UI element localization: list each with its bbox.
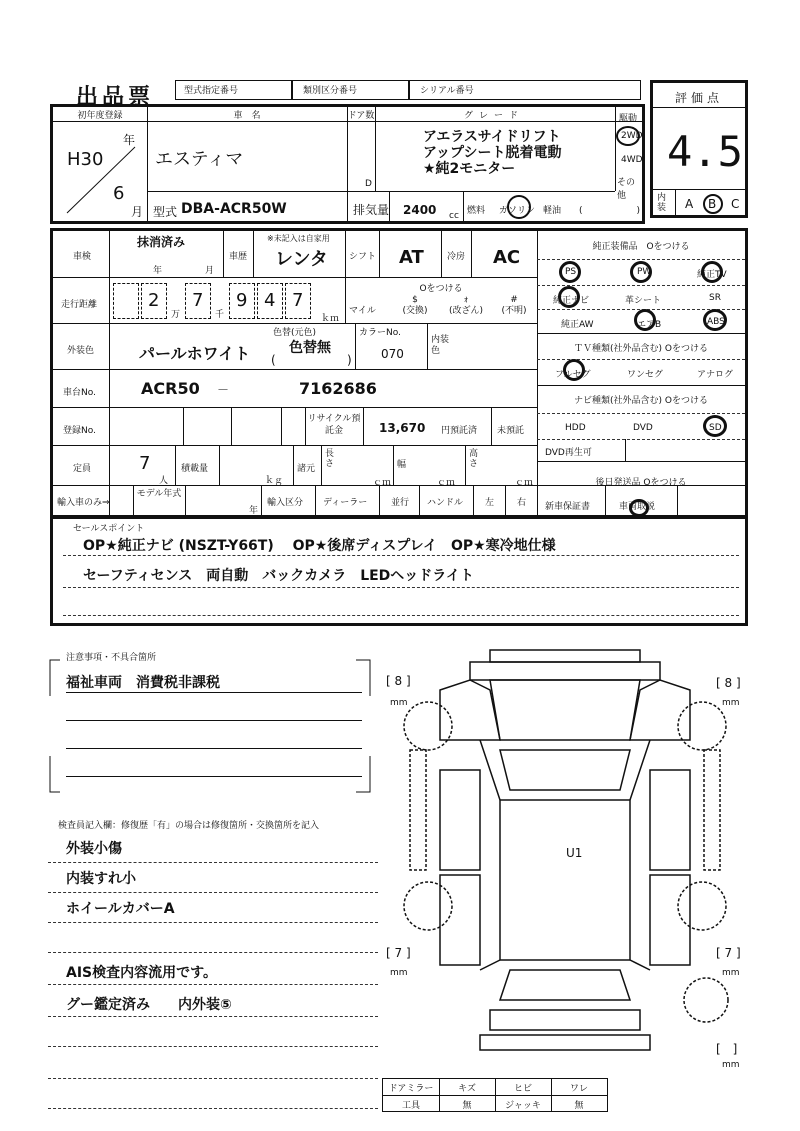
inspection-month-unit: 月 bbox=[205, 266, 215, 276]
interior-label: 内装 bbox=[657, 193, 667, 213]
tread-rr-value: 7 bbox=[724, 946, 733, 960]
sharp-mark: # bbox=[510, 295, 518, 305]
inspector-line-3: ホイールカバーA bbox=[66, 901, 175, 917]
sales-block bbox=[50, 516, 748, 626]
equip-airbag: エアB bbox=[637, 320, 662, 330]
tv-label: ＴＶ種類(社外品含む) Oをつける bbox=[574, 344, 708, 354]
chassis-model: ACR50 bbox=[141, 379, 200, 398]
month-label: 月 bbox=[131, 205, 144, 219]
unknown-label: (不明) bbox=[501, 306, 527, 316]
equip-pw-circle bbox=[630, 261, 652, 283]
interior-color-label: 内装色 bbox=[431, 335, 450, 356]
first-reg-month: 6 bbox=[113, 183, 125, 204]
tread-fr-value: 8 bbox=[724, 676, 733, 690]
mileage-digit-3: 9 bbox=[236, 290, 248, 311]
manual-circle bbox=[629, 499, 649, 517]
handle-label: ハンドル bbox=[427, 498, 464, 508]
width-unit: ｃｍ bbox=[437, 478, 456, 488]
length-label: 長さ bbox=[325, 449, 335, 469]
legend-cell-4: 無 bbox=[574, 1101, 584, 1111]
history-label: 車歴 bbox=[229, 252, 248, 262]
doors-value: D bbox=[365, 179, 372, 189]
top-block bbox=[50, 104, 645, 224]
equip-pw: PW bbox=[637, 267, 652, 277]
tv-analog: アナログ bbox=[697, 370, 734, 380]
legend-cell-2: 無 bbox=[462, 1101, 472, 1111]
car-name: エスティマ bbox=[155, 149, 244, 170]
tread-fl-unit: mm bbox=[390, 698, 408, 708]
tread-fl: [ 8 ] bbox=[386, 674, 411, 688]
navi-hdd: HDD bbox=[565, 423, 586, 433]
fuel-label: 燃料 bbox=[467, 206, 486, 216]
capacity-label: 定員 bbox=[73, 464, 92, 474]
navi-label: ナビ種類(社外品含む) Oをつける bbox=[574, 396, 708, 406]
inspector-line-1: 外装小傷 bbox=[66, 841, 122, 857]
import-dealer: ディーラー bbox=[323, 498, 368, 508]
height-label: 高さ bbox=[469, 449, 479, 469]
tread-fr: [ 8 ] bbox=[716, 676, 741, 690]
chassis-label: 車台No. bbox=[63, 388, 96, 398]
handle-left: 左 bbox=[485, 498, 495, 508]
interior-grade-c: C bbox=[731, 197, 740, 211]
fuel-diesel: 軽油 bbox=[543, 206, 562, 216]
tread-rl-unit: mm bbox=[390, 968, 408, 978]
width-label: 幅 bbox=[397, 460, 407, 470]
mileage-digit-5: 7 bbox=[292, 290, 304, 311]
chassis-dash: － bbox=[217, 383, 230, 397]
recycle-value: 13,670 bbox=[379, 421, 426, 435]
length-unit: ｃｍ bbox=[373, 478, 392, 488]
mile-label: マイル bbox=[349, 306, 376, 316]
color-label: 外装色 bbox=[67, 346, 95, 356]
first-reg-year: H30 bbox=[67, 149, 104, 170]
car-name-label: 車 名 bbox=[233, 111, 261, 121]
modified-label: (改ざん) bbox=[448, 306, 484, 316]
equip-navi-circle bbox=[558, 286, 580, 308]
mileage-label: 走行距離 bbox=[61, 300, 98, 310]
middle-block bbox=[50, 228, 748, 518]
equip-aw: 純正AW bbox=[561, 320, 594, 330]
class-no-label: 類別区分番号 bbox=[303, 86, 358, 96]
chassis-number: 7162686 bbox=[299, 379, 377, 398]
dims-label: 諸元 bbox=[297, 464, 316, 474]
model-value: DBA-ACR50W bbox=[181, 201, 287, 217]
displacement-label: 排気量 bbox=[353, 203, 390, 217]
equip-label: 純正装備品 Oをつける bbox=[592, 242, 690, 252]
reg-label: 登録No. bbox=[63, 426, 96, 436]
mileage-digit-4: 4 bbox=[264, 290, 276, 311]
height-unit: ｃｍ bbox=[515, 478, 534, 488]
mileage-digit-2: 7 bbox=[192, 290, 204, 311]
serial-box bbox=[409, 80, 641, 100]
tv-oneseg: ワンセグ bbox=[627, 370, 664, 380]
exchange-label: (交換) bbox=[402, 306, 428, 316]
navi-sd-circle bbox=[703, 415, 727, 437]
inspector-line-5: AIS検査内容流用です。 bbox=[66, 965, 218, 981]
import-parallel: 並行 bbox=[391, 498, 410, 508]
equip-leather: 革シート bbox=[625, 296, 662, 306]
grade-line-2: アップシート脱着電動 bbox=[423, 145, 562, 161]
equip-airbag-circle bbox=[634, 309, 656, 331]
ac-value: AC bbox=[493, 247, 521, 268]
inspector-label: 検査員記入欄：修復歴「有」の場合は修復箇所・交換箇所を記入 bbox=[58, 821, 320, 831]
recolor-value: 色替無 bbox=[289, 340, 331, 356]
serial-label: シリアル番号 bbox=[420, 86, 474, 96]
equip-tv: 純正TV bbox=[697, 270, 727, 280]
history-note: ※未記入は自家用 bbox=[267, 234, 330, 243]
sales-line-1: OP★純正ナビ (NSZT-Y66T) OP★後席ディスプレイ OP★寒冷地仕様 bbox=[83, 538, 556, 554]
equip-tv-circle bbox=[701, 261, 723, 283]
grade-line-3: ★純2モニター bbox=[423, 161, 516, 177]
shift-value: AT bbox=[399, 247, 424, 268]
equip-ps-circle bbox=[559, 261, 581, 283]
damage-mark-u1: U1 bbox=[566, 846, 583, 860]
notes-label: 注意事項・不具合箇所 bbox=[66, 653, 157, 663]
mileage-man: 万 bbox=[171, 310, 181, 320]
dollar-mark: $ bbox=[412, 295, 418, 305]
doors-label: ドア数 bbox=[347, 111, 375, 121]
tv-fullseg: フルセグ bbox=[555, 370, 591, 380]
drive-4wd: 4WD bbox=[621, 155, 643, 165]
score-box bbox=[650, 80, 748, 218]
drive-other: その他 bbox=[617, 178, 636, 201]
legend-cell-1: 工具 bbox=[401, 1101, 420, 1111]
grade-text bbox=[423, 129, 561, 177]
mileage-sen: 千 bbox=[215, 310, 225, 320]
inspection-year-unit: 年 bbox=[153, 266, 163, 276]
score-label: 評価点 bbox=[674, 91, 723, 105]
legend-header-3: ヒビ bbox=[513, 1084, 532, 1094]
interior-grade-b: B bbox=[708, 197, 717, 211]
legend-table bbox=[382, 1078, 608, 1112]
inspection-value: 抹消済み bbox=[137, 235, 186, 249]
capacity-unit: 人 bbox=[159, 476, 169, 486]
tread-spare-unit: mm bbox=[722, 1060, 740, 1070]
mile-modified bbox=[441, 295, 491, 317]
later-label: 後日発送品 Oをつける bbox=[595, 478, 687, 488]
dvd-play: DVD再生可 bbox=[545, 448, 592, 458]
equip-navi: 純正ナビ bbox=[553, 296, 590, 306]
later-warranty: 新車保証書 bbox=[545, 502, 591, 512]
drive-2wd-circle bbox=[616, 126, 640, 146]
mile-circle-label: Oをつける bbox=[419, 284, 463, 294]
legend-cell-3: ジャッキ bbox=[505, 1101, 541, 1111]
mileage-km: ｋｍ bbox=[321, 314, 340, 324]
drive-label: 駆動 bbox=[619, 114, 638, 124]
type-no-box bbox=[175, 80, 292, 100]
recycle-label: リサイクル預託金 bbox=[307, 414, 361, 436]
recolor-label: 色替(元色) bbox=[273, 328, 317, 338]
tread-rl: [ 7 ] bbox=[386, 946, 411, 960]
tv-fullseg-circle bbox=[563, 359, 585, 381]
type-no-label: 型式指定番号 bbox=[184, 86, 239, 96]
ac-label: 冷房 bbox=[447, 252, 466, 262]
tread-rr: [ 7 ] bbox=[716, 946, 741, 960]
shift-label: シフト bbox=[349, 252, 377, 262]
recycle-unit: 円預託済 bbox=[441, 426, 478, 436]
fuel-gas-circle bbox=[507, 195, 531, 219]
car-diagram bbox=[380, 640, 750, 1080]
class-no-box bbox=[292, 80, 409, 100]
tread-rl-value: 7 bbox=[394, 946, 403, 960]
grade-line-1: アエラスサイドリフト bbox=[423, 129, 561, 145]
tread-rr-unit: mm bbox=[722, 968, 740, 978]
score-value: 4.5 bbox=[667, 127, 743, 176]
page-title: 出品票 bbox=[76, 85, 155, 110]
handle-right: 右 bbox=[517, 498, 527, 508]
modified-mark: ｫ bbox=[463, 295, 469, 305]
legend-header-1: ドアミラー bbox=[388, 1084, 434, 1094]
sales-label: セールスポイント bbox=[73, 524, 145, 534]
equip-sr: SR bbox=[709, 293, 721, 303]
grade-label: グレード bbox=[463, 111, 524, 121]
tread-fl-value: 8 bbox=[394, 674, 403, 688]
mile-unknown bbox=[491, 295, 537, 317]
sales-line-2: セーフティセンス 両自動 バックカメラ LEDヘッドライト bbox=[83, 568, 474, 584]
first-reg-label: 初年度登録 bbox=[77, 111, 123, 121]
import-type-label: 輸入区分 bbox=[267, 498, 304, 508]
fuel-other: ( ) bbox=[579, 206, 641, 216]
mileage-digit-1: 2 bbox=[148, 290, 160, 311]
tread-spare: [ ] bbox=[716, 1042, 738, 1056]
equip-abs: ABS bbox=[707, 317, 725, 327]
model-year-unit: 年 bbox=[249, 506, 259, 516]
interior-b-circle bbox=[703, 194, 723, 214]
displacement-value: 2400 bbox=[403, 203, 437, 217]
inspector-line-2: 内装すれ小 bbox=[66, 871, 136, 887]
mile-exchange bbox=[391, 295, 439, 317]
fuel-gasoline: ガソリン bbox=[499, 206, 536, 216]
equip-ps: PS bbox=[565, 267, 577, 277]
load-unit: ｋｇ bbox=[265, 476, 284, 486]
inspection-label: 車検 bbox=[73, 252, 92, 262]
equip-abs-circle bbox=[703, 309, 727, 331]
capacity-value: 7 bbox=[139, 453, 151, 474]
inspector-line-6: グー鑑定済み 内外装⑤ bbox=[66, 997, 232, 1013]
interior-grade-a: A bbox=[685, 197, 694, 211]
navi-dvd: DVD bbox=[633, 423, 653, 433]
load-label: 積載量 bbox=[181, 464, 209, 474]
tread-fr-unit: mm bbox=[722, 698, 740, 708]
later-manual: 車両取説 bbox=[619, 502, 656, 512]
legend-header-4: ワレ bbox=[569, 1084, 588, 1094]
cc-unit: cc bbox=[449, 211, 459, 221]
colorno-value: 070 bbox=[381, 347, 404, 361]
recolor-paren-right: ) bbox=[347, 353, 352, 367]
model-label: 型式 bbox=[153, 205, 178, 219]
legend-header-2: キズ bbox=[458, 1084, 476, 1094]
import-label: 輸入車のみ⇒ bbox=[57, 498, 110, 508]
color-value: パールホワイト bbox=[139, 344, 251, 363]
model-year-label: モデル年式 bbox=[136, 489, 182, 499]
drive-2wd: 2WD bbox=[621, 131, 643, 141]
history-value: レンタ bbox=[275, 249, 328, 270]
recycle-not: 未預託 bbox=[497, 426, 525, 436]
notes-line-1: 福祉車両 消費税非課税 bbox=[66, 675, 220, 691]
navi-sd: SD bbox=[709, 423, 722, 433]
year-label: 年 bbox=[123, 133, 136, 147]
colorno-label: カラーNo. bbox=[359, 328, 401, 338]
recolor-paren-left: ( bbox=[271, 353, 276, 367]
